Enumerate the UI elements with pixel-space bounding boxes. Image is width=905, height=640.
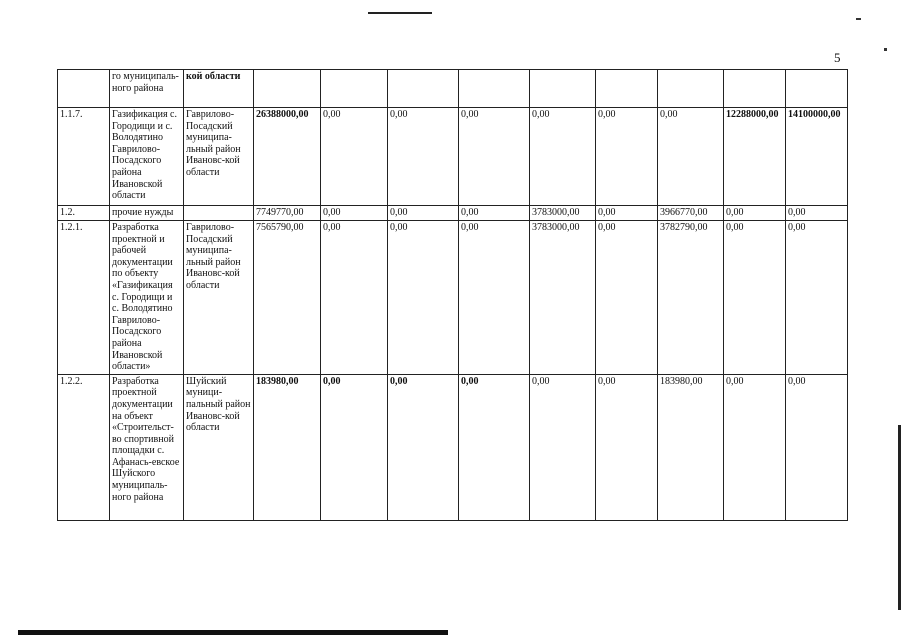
value-cell: 0,00 [596, 206, 658, 221]
value-cell: 3782790,00 [658, 221, 724, 375]
value-cell: 0,00 [596, 374, 658, 520]
value-cell [530, 70, 596, 108]
value-cell: 0,00 [459, 374, 530, 520]
value-cell: 7749770,00 [254, 206, 321, 221]
page-number: 5 [834, 50, 841, 65]
budget-table [57, 69, 848, 521]
row-code: 1.1.7. [58, 108, 110, 206]
row-code: 1.2.2. [58, 374, 110, 520]
row-name: прочие нужды [110, 206, 184, 221]
value-cell [658, 70, 724, 108]
value-cell: 0,00 [459, 108, 530, 206]
value-cell [786, 70, 848, 108]
row-code: 1.2.1. [58, 221, 110, 375]
value-cell: 0,00 [596, 221, 658, 375]
value-cell: 14100000,00 [786, 108, 848, 206]
scan-mark [884, 48, 887, 51]
scan-edge-bar [898, 425, 901, 610]
table-row [58, 374, 848, 520]
value-cell: 0,00 [596, 108, 658, 206]
table-row [58, 221, 848, 375]
value-cell [459, 70, 530, 108]
value-cell: 0,00 [724, 221, 786, 375]
row-code [58, 70, 110, 108]
header-rule [368, 12, 432, 14]
value-cell: 0,00 [388, 221, 459, 375]
value-cell: 0,00 [388, 374, 459, 520]
table-row [58, 108, 848, 206]
scan-bottom-bar [18, 630, 448, 635]
value-cell: 3966770,00 [658, 206, 724, 221]
row-executor: Гаврилово-Посадский муниципа-льный район Ивановс-кой области [184, 221, 254, 375]
value-cell: 0,00 [530, 374, 596, 520]
row-executor: кой области [184, 70, 254, 108]
row-name: го муниципаль-ного района [110, 70, 184, 108]
value-cell [596, 70, 658, 108]
value-cell: 0,00 [724, 374, 786, 520]
value-cell: 183980,00 [658, 374, 724, 520]
value-cell: 0,00 [321, 108, 388, 206]
table-row [58, 206, 848, 221]
value-cell: 0,00 [321, 221, 388, 375]
value-cell [254, 70, 321, 108]
scan-mark [856, 18, 861, 20]
value-cell: 0,00 [786, 374, 848, 520]
value-cell: 12288000,00 [724, 108, 786, 206]
row-executor [184, 206, 254, 221]
value-cell: 0,00 [459, 221, 530, 375]
row-name: Разработка проектной и рабочей документации по объекту «Газификация с. Городищи и с. Володятино Гаврилово-Посадского района Ивановской области» [110, 221, 184, 375]
value-cell: 7565790,00 [254, 221, 321, 375]
value-cell: 3783000,00 [530, 221, 596, 375]
row-executor: Гаврилово-Посадский муниципа-льный район Ивановс-кой области [184, 108, 254, 206]
value-cell: 0,00 [786, 206, 848, 221]
value-cell: 26388000,00 [254, 108, 321, 206]
value-cell: 3783000,00 [530, 206, 596, 221]
row-name: Разработка проектной документации на объект «Строительст-во спортивной площадки с. Афанась-евское Шуйского муниципаль-ного района [110, 374, 184, 520]
value-cell: 0,00 [321, 206, 388, 221]
row-code: 1.2. [58, 206, 110, 221]
row-executor: Шуйский муници-пальный район Ивановс-кой области [184, 374, 254, 520]
value-cell: 0,00 [786, 221, 848, 375]
value-cell: 0,00 [321, 374, 388, 520]
value-cell: 0,00 [724, 206, 786, 221]
value-cell [321, 70, 388, 108]
row-name: Газификация с. Городищи и с. Володятино Гаврилово-Посадского района Ивановской области [110, 108, 184, 206]
value-cell: 0,00 [388, 108, 459, 206]
value-cell: 0,00 [459, 206, 530, 221]
value-cell: 0,00 [658, 108, 724, 206]
table-row [58, 70, 848, 108]
value-cell [388, 70, 459, 108]
value-cell [724, 70, 786, 108]
value-cell: 183980,00 [254, 374, 321, 520]
value-cell: 0,00 [388, 206, 459, 221]
value-cell: 0,00 [530, 108, 596, 206]
